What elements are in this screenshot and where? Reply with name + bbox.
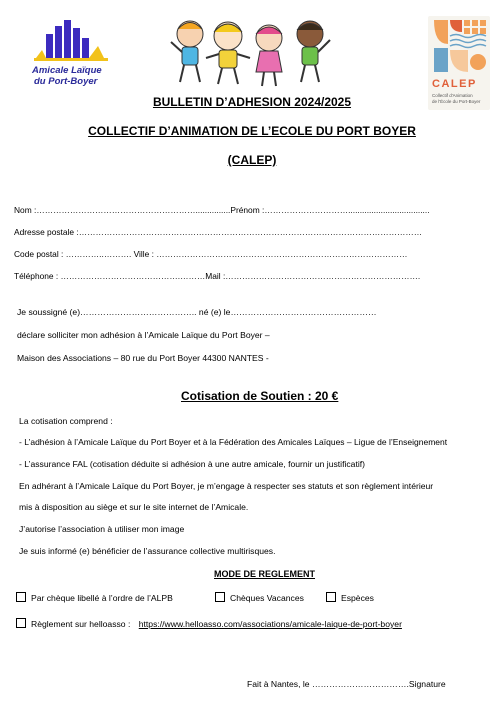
cheque-label: Par chèque libellé à l’ordre de l’ALPB xyxy=(31,593,173,603)
calep-logo-sub2: de l'École du Port-Boyer xyxy=(432,99,481,104)
especes-label: Espèces xyxy=(341,593,374,603)
engagement-line1: En adhérant à l’Amicale Laïque du Port Boyer, je m’engage à respecter ses statuts et son règlement intérieur xyxy=(19,481,434,491)
amicale-laique-logo xyxy=(32,16,112,92)
image-consent-text: J’autorise l’association à utiliser mon image xyxy=(19,524,185,534)
telephone-mail-field[interactable]: Téléphone : …………………………………….………Mail :……………………………………………………………. xyxy=(14,271,421,281)
cheque-checkbox[interactable] xyxy=(16,592,26,602)
form-acronym: (CALEP) xyxy=(227,153,277,167)
amicale-logo-line2: du Port-Boyer xyxy=(34,76,98,87)
declaration-text: déclare solliciter mon adhésion à l’Amicale Laïque du Port Boyer – xyxy=(17,330,270,340)
cheque-option[interactable] xyxy=(16,592,173,604)
helloasso-checkbox[interactable] xyxy=(16,618,26,628)
assurance-text: Je suis informé (e) bénéficier de l’assurance collective multirisques. xyxy=(19,546,276,556)
cotisation-intro: La cotisation comprend : xyxy=(19,416,113,426)
cheques-vacances-checkbox[interactable] xyxy=(215,592,225,602)
amicale-logo-line1: Amicale Laïque xyxy=(32,65,102,76)
cotisation-title: Cotisation de Soutien : 20 € xyxy=(181,389,339,403)
form-title: BULLETIN D’ADHESION 2024/2025 xyxy=(152,95,352,109)
cotisation-item-assurance: - L’assurance FAL (cotisation déduite si adhésion à une autre amicale, fournir un justificatif) xyxy=(19,459,366,469)
calep-logo-icon xyxy=(428,16,490,76)
code-ville-field[interactable]: Code postal : …………..………. Ville : ……………………………………………………………………………… xyxy=(14,249,408,259)
calep-logo-name: CALEP xyxy=(432,78,477,90)
adresse-field[interactable]: Adresse postale :…………………………………………………………………………………………………………… xyxy=(14,227,423,237)
address-text: Maison des Associations – 80 rue du Port Boyer 44300 NANTES - xyxy=(17,353,269,363)
calep-logo-sub1: Collectif d'Animation xyxy=(432,93,473,98)
children-icon xyxy=(168,14,333,90)
helloasso-option[interactable] xyxy=(16,618,402,630)
cheques-vacances-option[interactable] xyxy=(215,592,304,604)
soussigne-field[interactable]: Je soussigné (e)………………………………….. né (e) le…………………………………………… xyxy=(17,307,377,317)
form-subtitle: COLLECTIF D’ANIMATION DE L’ECOLE DU PORT BOYER xyxy=(88,124,416,138)
cotisation-item-adhesion: - L’adhésion à l’Amicale Laïque du Port Boyer et à la Fédération des Amicales Laïques – Ligue de l’Enseignement xyxy=(19,437,448,447)
especes-option[interactable] xyxy=(326,592,374,604)
nom-prenom-field[interactable]: Nom :…………………………………………………...............Prénom :…………………………................................... xyxy=(14,205,430,215)
payment-mode-title: MODE DE REGLEMENT xyxy=(214,569,316,579)
engagement-line2: mis à disposition au siège et sur le site internet de l’Amicale. xyxy=(19,502,249,512)
children-illustration xyxy=(168,14,333,90)
signature-line[interactable]: Fait à Nantes, le …………………………….Signature xyxy=(247,679,446,689)
especes-checkbox[interactable] xyxy=(326,592,336,602)
helloasso-label: Règlement sur helloasso : xyxy=(31,619,131,629)
cheques-vacances-label: Chèques Vacances xyxy=(230,593,304,603)
helloasso-link[interactable]: https://www.helloasso.com/associations/amicale-laique-de-port-boyer xyxy=(138,619,402,629)
